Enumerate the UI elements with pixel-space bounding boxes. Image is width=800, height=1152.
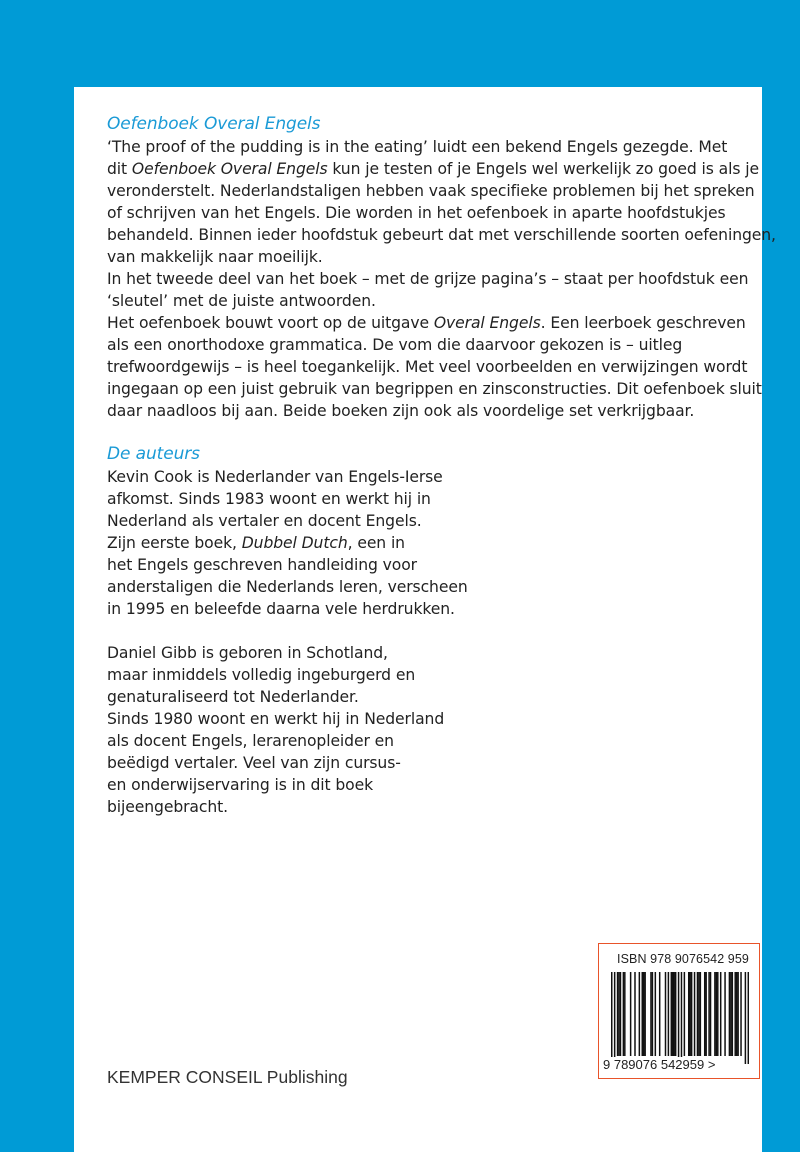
intro-line [107,246,747,268]
barcode-bar [710,972,712,1056]
text-segment: Daniel Gibb is geboren in Schotland, [107,644,388,662]
text-segment: in 1995 en beleefde daarna vele herdrukken. [107,600,455,618]
gibb-bio-line [107,796,747,818]
text-segment: afkomst. Sinds 1983 woont en werkt hij in [107,490,431,508]
intro-paragraph [107,136,776,422]
barcode-bar [732,972,734,1056]
cook-bio-line [107,466,747,488]
barcode-bar [623,972,625,1056]
author-gibb-bio [107,642,747,818]
barcode-bar [611,972,613,1064]
barcode-bar [639,972,641,1056]
intro-line [107,158,759,180]
barcode-bar [643,972,645,1056]
text-segment: Zijn eerste boek, [107,534,242,552]
barcode-bar [736,972,738,1056]
text-segment: beëdigd vertaler. Veel van zijn cursus- [107,754,401,772]
barcode-bar [737,972,739,1056]
text-segment: genaturaliseerd tot Nederlander. [107,688,359,706]
text-segment: In het tweede deel van het boek – met de grijze pagina’s – staat per hoofdstuk een [107,270,749,288]
text-segment: of schrijven van het Engels. Die worden in het oefenboek in aparte hoofdstukjes [107,204,726,222]
text-segment: maar inmiddels volledig ingeburgerd en [107,666,416,684]
barcode-bar [745,972,747,1064]
intro-heading: Oefenboek Overal Engels [107,114,321,134]
intro-line [107,334,747,356]
barcode-bar [681,972,683,1064]
text-segment: . Een leerboek geschreven [540,314,746,332]
barcode-bar [708,972,710,1056]
text-segment: van makkelijk naar moeilijk. [107,248,323,266]
barcode-bar [716,972,718,1056]
barcode-bar [717,972,719,1056]
barcode-bars [611,972,749,1064]
barcode-bar [697,972,699,1056]
barcode-bar [668,972,670,1056]
italic-title: Overal Engels [433,314,541,332]
text-segment: Kevin Cook is Nederlander van Engels-Ierse [107,468,443,486]
text-segment: als docent Engels, lerarenopleider en [107,732,394,750]
intro-line [107,136,747,158]
barcode-bar [684,972,686,1056]
intro-line [107,312,747,334]
barcode-bar [671,972,673,1056]
gibb-bio-line [107,686,747,708]
text-segment: en onderwijservaring is in dit boek [107,776,374,794]
author-cook-bio [107,466,747,620]
text-segment: Sinds 1980 woont en werkt hij in Nederland [107,710,445,728]
barcode-bar [614,972,616,1064]
cook-bio-line [107,488,747,510]
text-segment: Nederland als vertaler en docent Engels. [107,512,422,530]
barcode-bar [678,972,680,1064]
intro-line [107,180,755,202]
gibb-bio-line [107,664,747,686]
italic-title: Oefenboek Overal Engels [131,160,328,178]
authors-heading: De auteurs [107,444,200,464]
cook-bio-line [107,510,747,532]
barcode-bar [659,972,661,1056]
barcode-bar [704,972,706,1056]
barcode-bar [655,972,657,1056]
cook-bio-line [107,532,747,554]
text-segment: trefwoordgewijs – is heel toegankelijk. Met veel voorbeelden en verwijzingen wordt [107,358,748,376]
intro-line [107,356,747,378]
text-segment: ‘sleutel’ met de juiste antwoorden. [107,292,376,310]
barcode-bar [714,972,716,1056]
barcode-bar [698,972,700,1056]
text-segment: behandeld. Binnen ieder hoofdstuk gebeurt dat met verschillende soorten oefeningen, [107,226,776,244]
text-segment: dit [107,160,132,178]
intro-line [107,224,776,246]
text-segment: ‘The proof of the pudding is in the eating’ luidt een bekend Engels gezegde. Met [107,138,728,156]
gibb-bio-line [107,752,747,774]
barcode-bar [650,972,652,1056]
intro-line [107,268,747,290]
barcode-bar [748,972,749,1064]
text-segment: als een onorthodoxe grammatica. De vom die daarvoor gekozen is – uitleg [107,336,683,354]
cook-bio-line [107,554,747,576]
barcode-bar [665,972,667,1056]
barcode-bar [734,972,736,1056]
barcode-bar [620,972,622,1056]
barcode-bar [673,972,675,1056]
cook-bio-line [107,576,747,598]
cook-bio-line [107,598,747,620]
italic-title: Dubbel Dutch [241,534,348,552]
gibb-bio-line [107,774,747,796]
barcode-bar [700,972,702,1056]
intro-line [107,290,747,312]
barcode-bar [644,972,646,1056]
barcode-bar [689,972,691,1056]
barcode-bar [642,972,644,1056]
text-segment: kun je testen of je Engels wel werkelijk zo goed is als je [327,160,759,178]
barcode-bar [740,972,742,1056]
isbn-barcode-box [598,943,760,1079]
barcode-bar [705,972,707,1056]
barcode-bar [724,972,726,1056]
barcode-bar [729,972,731,1056]
barcode-bar [675,972,677,1056]
barcode-bar [672,972,674,1056]
barcode-bar [694,972,696,1056]
intro-line [107,202,747,224]
barcode-bar [618,972,620,1056]
barcode-bar [730,972,732,1056]
back-cover-text [107,112,776,818]
barcode-digits: 9 789076 542959 > [603,1057,716,1072]
barcode-bar [720,972,722,1056]
publisher-name: KEMPER CONSEIL Publishing [107,1067,348,1087]
gibb-bio-line [107,708,747,730]
intro-line [107,400,747,422]
barcode-bar [691,972,693,1056]
barcode-bar [617,972,619,1056]
gibb-bio-line [107,730,747,752]
barcode-bar [652,972,654,1056]
text-segment: daar naadloos bij aan. Beide boeken zijn ook als voordelige set verkrijgbaar. [107,402,695,420]
text-segment: veronderstelt. Nederlandstaligen hebben vaak specifieke problemen bij het spreken [107,182,755,200]
barcode-bar [624,972,626,1056]
text-segment: Het oefenboek bouwt voort op de uitgave [107,314,434,332]
barcode-bar [630,972,632,1056]
barcode-bar [688,972,690,1056]
text-segment: , een in [347,534,405,552]
barcode-bar [634,972,636,1056]
text-segment: ingegaan op een juist gebruik van begrippen en zinsconstructies. Dit oefenboek sluit [107,380,762,398]
text-segment: het Engels geschreven handleiding voor [107,556,417,574]
gibb-bio-line [107,642,747,664]
isbn-number: ISBN 978 9076542 959 [617,952,749,966]
intro-line [107,378,762,400]
text-segment: anderstaligen die Nederlands leren, verscheen [107,578,468,596]
text-segment: bijeengebracht. [107,798,229,816]
